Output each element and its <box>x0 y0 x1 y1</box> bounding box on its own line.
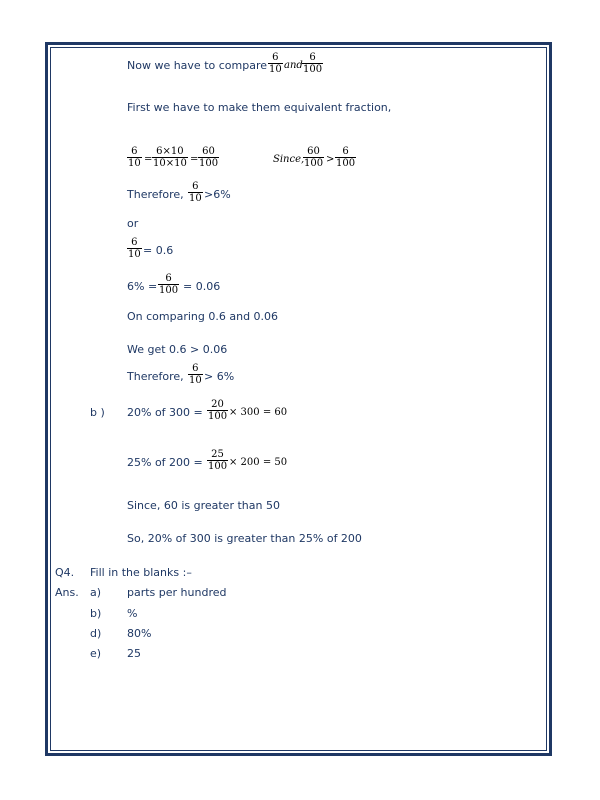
fraction-s2: $\frac{6}{100}$ <box>336 146 356 169</box>
we-get-text: We get 0.6 > 0.06 <box>127 343 228 356</box>
answer-item-text: parts per hundred <box>127 586 227 599</box>
therefore-tail: > 6% <box>204 370 235 383</box>
fraction-c: $\frac{60}{100}$ <box>199 146 219 169</box>
conclusion-text: So, 20% of 300 is greater than 25% of 200 <box>127 532 362 545</box>
therefore-tail: >6% <box>204 188 231 201</box>
fraction-20-100: $\frac{20}{100}$ <box>208 399 228 422</box>
equals-sign: = <box>190 154 199 165</box>
question-number: Q4. <box>55 566 75 579</box>
answer-item-text: 80% <box>127 627 152 640</box>
decimal-result: = 0.6 <box>143 244 174 257</box>
answer-item-label: a) <box>90 586 102 599</box>
fraction-6-10: $\frac{6}{10}$ <box>128 237 141 260</box>
multiply-result: × 200 = 50 <box>229 457 288 468</box>
therefore-label: Therefore, <box>127 188 184 201</box>
equivalent-text: First we have to make them equivalent fraction, <box>127 101 392 114</box>
answer-item-text: 25 <box>127 647 141 660</box>
percent-head: 6% = <box>127 280 158 293</box>
since-text: Since, 60 is greater than 50 <box>127 499 280 512</box>
answer-item-label: b) <box>90 607 102 620</box>
comparing-text: On comparing 0.6 and 0.06 <box>127 310 279 323</box>
percent-of-line: 20% of 300 = <box>127 406 203 419</box>
since-word: Since, <box>273 154 305 165</box>
therefore-label: Therefore, <box>127 370 184 383</box>
question-title: Fill in the blanks :– <box>90 566 192 579</box>
answer-label: Ans. <box>55 586 79 599</box>
fraction-6-100: $\frac{6}{100}$ <box>303 52 323 75</box>
fraction-6-10: $\frac{6}{10}$ <box>189 363 202 386</box>
answer-item-label: d) <box>90 627 102 640</box>
fraction-6-100: $\frac{6}{100}$ <box>159 273 179 296</box>
fraction-a: $\frac{6}{10}$ <box>128 146 141 169</box>
answer-item-text: % <box>127 607 138 620</box>
percent-of-line: 25% of 200 = <box>127 456 203 469</box>
and-word: and <box>284 60 303 71</box>
fraction-6-10: $\frac{6}{10}$ <box>269 52 282 75</box>
part-b-label: b ) <box>90 406 105 419</box>
fraction-25-100: $\frac{25}{100}$ <box>208 449 228 472</box>
or-word: or <box>127 217 139 230</box>
decimal-result: = 0.06 <box>183 280 221 293</box>
fraction-6-10: $\frac{6}{10}$ <box>189 181 202 204</box>
compare-intro: Now we have to compare <box>127 59 268 72</box>
multiply-result: × 300 = 60 <box>229 407 288 418</box>
fraction-b: $\frac{6\times 10}{10\times 10}$ <box>153 146 187 169</box>
answer-item-label: e) <box>90 647 102 660</box>
greater-than-sign: > <box>326 154 335 165</box>
fraction-s1: $\frac{60}{100}$ <box>304 146 324 169</box>
equals-sign: = <box>144 154 153 165</box>
